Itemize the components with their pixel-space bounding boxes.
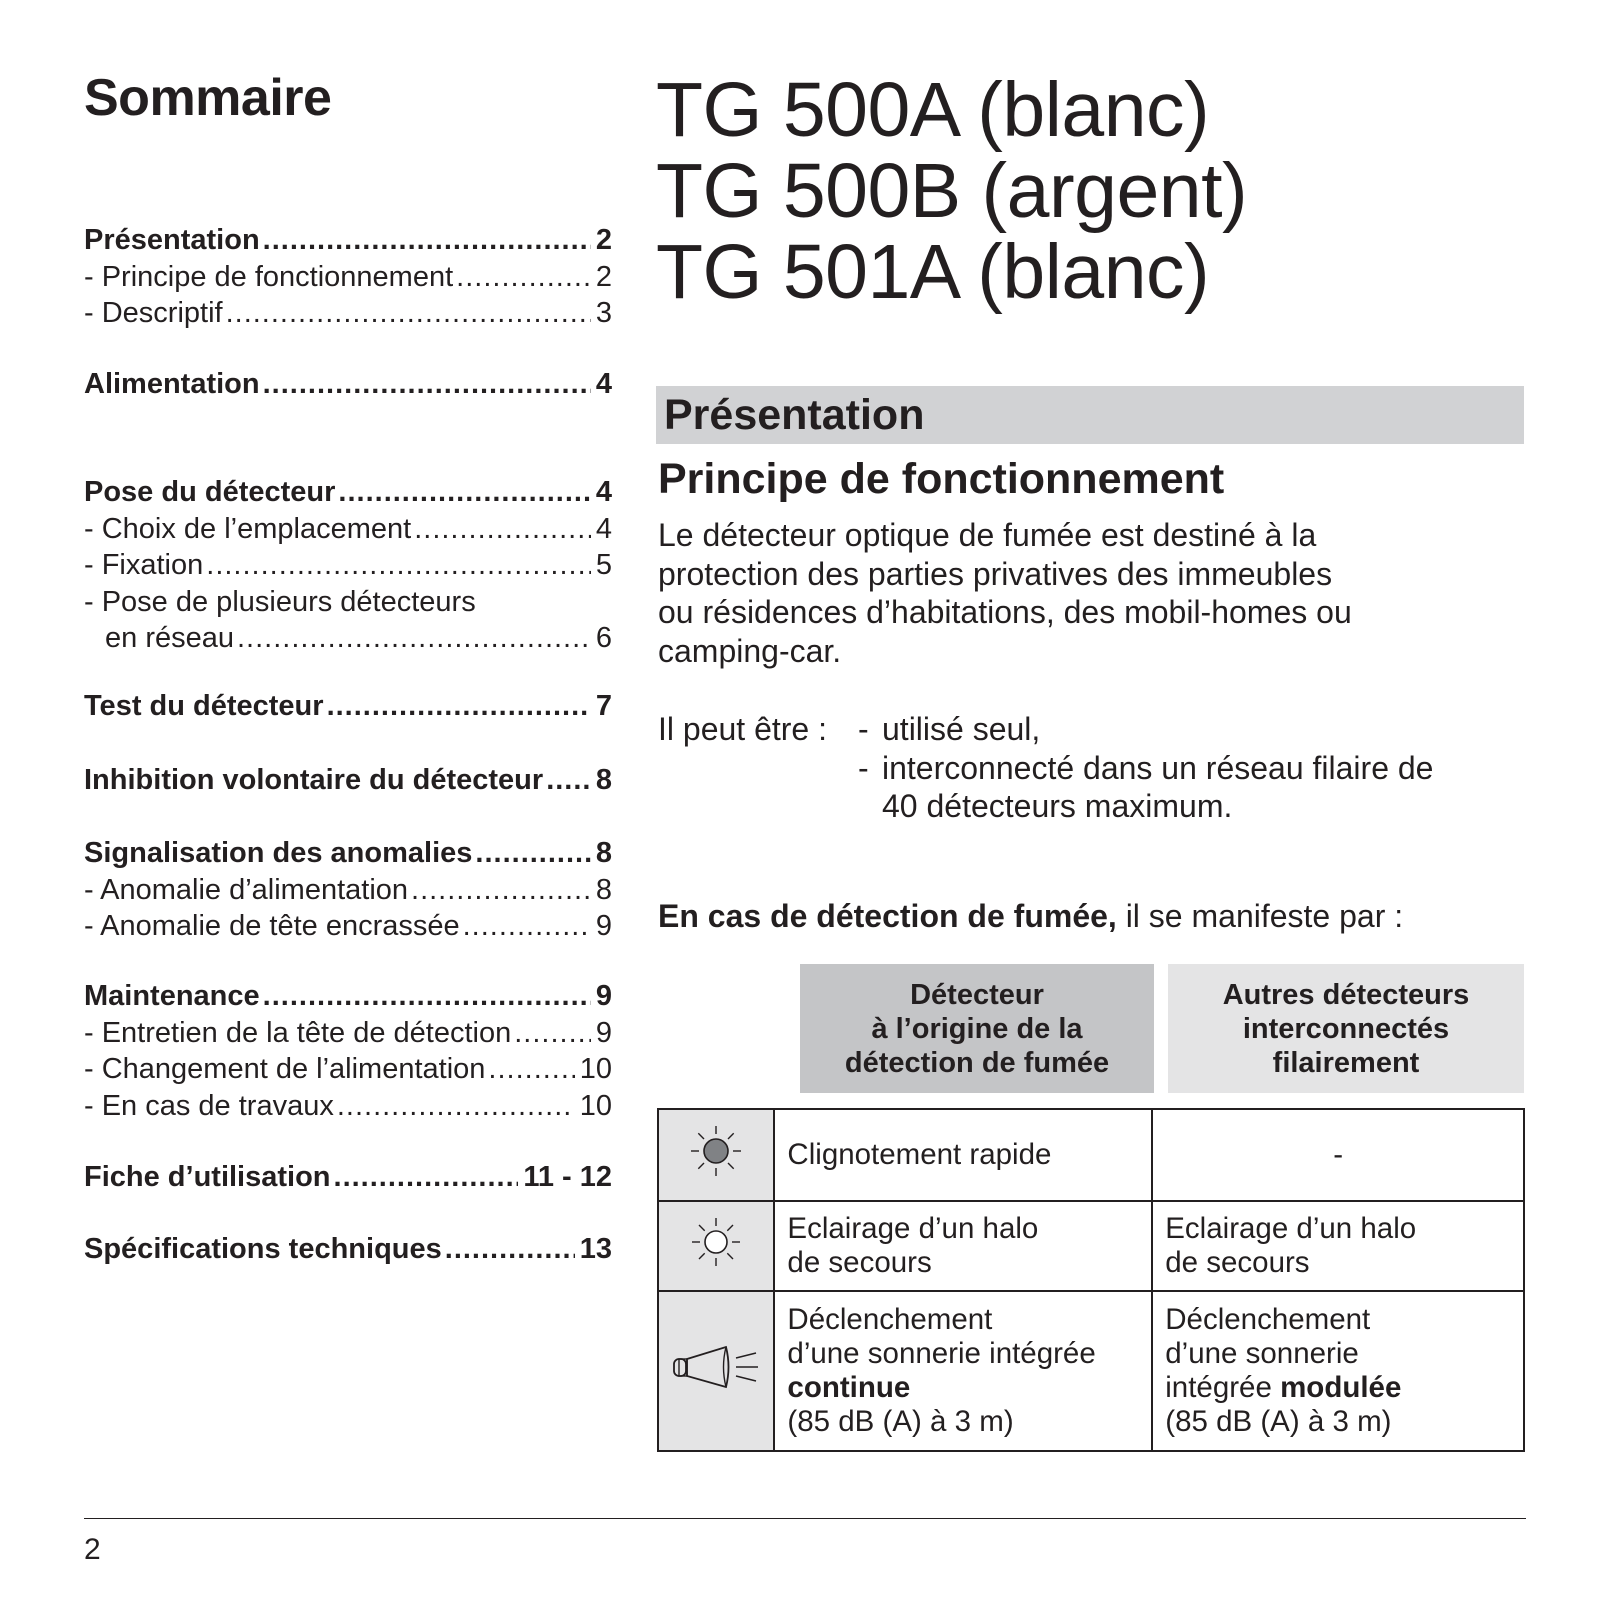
toc-dot-leader <box>445 1231 575 1268</box>
toc-entry-label: Spécifications techniques <box>84 1233 442 1265</box>
toc-page-number: 10 <box>579 1089 612 1122</box>
header-other-detectors <box>1168 964 1524 1093</box>
cell-line <box>1165 1303 1511 1337</box>
toc-entry-label: Inhibition volontaire du détecteur <box>84 764 544 796</box>
cell-line <box>1165 1405 1511 1439</box>
toc-page-number: 4 <box>595 512 612 545</box>
toc-subentry[interactable] <box>84 295 612 332</box>
cell-line <box>787 1405 1139 1439</box>
header-line: Détecteur <box>910 978 1044 1011</box>
toc-group <box>84 474 612 657</box>
toc-entry-label: - Anomalie d’alimentation <box>84 873 409 906</box>
intro-paragraph <box>658 516 1518 670</box>
table-icon-cell <box>658 1201 774 1291</box>
detection-statement-bold: En cas de détection de fumée, <box>658 898 1117 934</box>
cell-line <box>787 1371 1139 1405</box>
cell-text: Eclairage d’un halo <box>1165 1212 1417 1245</box>
toc-entry-label: Pose du détecteur <box>84 476 336 508</box>
cell-text-bold: continue <box>787 1371 911 1404</box>
toc-entry-label: - Pose de plusieurs détecteurs <box>84 585 476 618</box>
toc-entry[interactable] <box>84 222 612 259</box>
toc-entry[interactable] <box>84 474 612 511</box>
toc-entry-label: Maintenance <box>84 980 260 1012</box>
toc-page-number: 11 - 12 <box>523 1161 612 1193</box>
toc-subentry[interactable] <box>84 584 612 621</box>
toc-page-number: 9 <box>595 980 612 1012</box>
toc-page-number: 8 <box>595 873 612 906</box>
cell-text: - <box>1333 1138 1344 1171</box>
toc-page-number: 10 <box>579 1053 612 1085</box>
led-blinking-icon <box>688 1123 744 1187</box>
toc-dot-leader <box>546 762 591 799</box>
toc-page-number: 2 <box>595 260 612 293</box>
toc-title: Sommaire <box>84 69 332 127</box>
cell-interconnected <box>1152 1291 1524 1451</box>
model-title: TG 500A (blanc) <box>656 67 1210 153</box>
toc-dot-leader <box>206 547 591 584</box>
page-number: 2 <box>84 1533 101 1566</box>
halo-light-icon <box>688 1214 744 1278</box>
toc-subentry[interactable] <box>84 908 612 945</box>
toc-entry-label: - Anomalie de tête encrassée <box>84 910 460 942</box>
cell-line <box>1165 1337 1511 1371</box>
toc-dot-leader <box>237 620 591 657</box>
cell-originating <box>774 1201 1152 1291</box>
toc-dot-leader <box>338 474 590 511</box>
table-icon-cell <box>658 1109 774 1201</box>
cell-text: d’une sonnerie intégrée <box>787 1337 1096 1370</box>
toc-group <box>84 835 612 945</box>
toc-page-number: 9 <box>595 1016 612 1049</box>
cell-text: Clignotement rapide <box>787 1138 1052 1171</box>
cell-text: (85 dB (A) à 3 m) <box>787 1405 1014 1438</box>
toc-dot-leader <box>337 1088 575 1125</box>
toc-dot-leader <box>414 511 591 548</box>
toc-dot-leader <box>463 908 591 945</box>
toc-dot-leader <box>334 1159 519 1196</box>
toc-subentry[interactable] <box>84 1015 612 1052</box>
toc-subentry[interactable] <box>84 547 612 584</box>
toc-page-number: 2 <box>595 224 612 256</box>
cell-text-bold: modulée <box>1280 1371 1402 1404</box>
cell-line <box>787 1138 1139 1172</box>
toc-subentry[interactable] <box>84 259 612 296</box>
toc-dot-leader <box>456 259 591 296</box>
usage-line: 40 détecteurs maximum. <box>882 788 1233 824</box>
cell-text: (85 dB (A) à 3 m) <box>1165 1405 1392 1438</box>
toc-entry-label: - Choix de l’emplacement <box>84 512 412 545</box>
cell-interconnected <box>1152 1201 1524 1291</box>
toc-group <box>84 366 612 403</box>
footer-rule <box>84 1518 1526 1519</box>
toc-entry[interactable] <box>84 762 612 799</box>
cell-text: d’une sonnerie <box>1165 1337 1359 1370</box>
table-icon-cell <box>658 1291 774 1451</box>
usage-lead: Il peut être : <box>658 711 827 747</box>
cell-interconnected <box>1152 1109 1524 1201</box>
intro-line: protection des parties privatives des immeubles <box>658 555 1333 592</box>
toc-dot-leader <box>327 688 591 725</box>
usage-dash: - <box>858 749 869 786</box>
cell-text: de secours <box>787 1246 932 1279</box>
toc-entry[interactable] <box>84 978 612 1015</box>
header-originating-detector <box>800 964 1154 1093</box>
table-of-contents <box>84 68 612 1265</box>
intro-line: ou résidences d’habitations, des mobil-homes ou <box>658 594 1352 630</box>
cell-text: de secours <box>1165 1246 1310 1279</box>
section-title: Présentation <box>664 391 925 439</box>
cell-line <box>787 1337 1139 1371</box>
toc-dot-leader <box>226 295 591 332</box>
table-row <box>658 1109 1524 1201</box>
usage-item <box>858 710 1518 749</box>
toc-entry-label: Signalisation des anomalies <box>84 837 473 869</box>
toc-page-number: 7 <box>595 690 612 722</box>
toc-subentry[interactable] <box>84 872 612 909</box>
toc-entry[interactable] <box>84 688 612 725</box>
model-titles <box>656 67 1248 315</box>
usage-line: interconnecté dans un réseau filaire de <box>882 749 1434 786</box>
toc-entry-label: - Fixation <box>84 549 204 581</box>
toc-page-number: 8 <box>595 764 612 796</box>
toc-entry-label: Test du détecteur <box>84 690 324 722</box>
header-line: filairement <box>1272 1046 1420 1079</box>
toc-group <box>84 688 612 725</box>
usage-items <box>858 710 1518 826</box>
toc-entry[interactable] <box>84 835 612 872</box>
toc-dot-leader <box>475 835 590 872</box>
toc-dot-leader <box>514 1015 591 1052</box>
cell-line <box>1165 1371 1511 1405</box>
model-title: TG 500B (argent) <box>656 148 1248 234</box>
cell-text: Eclairage d’un halo <box>787 1212 1039 1245</box>
table-row <box>658 1291 1524 1451</box>
usage-text <box>882 749 1433 826</box>
header-line: Autres détecteurs <box>1222 978 1470 1011</box>
cell-line <box>787 1246 1139 1280</box>
cell-originating <box>774 1109 1152 1201</box>
toc-entry-label: - En cas de travaux <box>84 1089 334 1122</box>
toc-page-number: 9 <box>595 910 612 942</box>
usage-text: utilisé seul, <box>882 711 1041 747</box>
toc-entry-label: Présentation <box>84 224 260 256</box>
toc-page-number: 5 <box>595 549 612 581</box>
toc-page-number: 4 <box>595 476 612 508</box>
toc-entry-label: Alimentation <box>84 368 260 400</box>
section-header-bar <box>656 386 1524 444</box>
cell-line <box>787 1212 1139 1246</box>
toc-group <box>84 1159 612 1196</box>
table-row <box>658 1201 1524 1291</box>
signal-table <box>657 1108 1525 1452</box>
toc-page-number: 13 <box>579 1233 612 1265</box>
usage-dash: - <box>858 711 869 747</box>
toc-dot-leader <box>263 978 591 1015</box>
cell-text: Déclenchement <box>787 1303 993 1336</box>
cell-line <box>787 1303 1139 1337</box>
toc-group <box>84 1231 612 1268</box>
cell-line <box>1165 1138 1511 1172</box>
toc-subentry[interactable] <box>84 1051 612 1088</box>
toc-dot-leader <box>263 366 591 403</box>
toc-dot-leader <box>411 872 591 909</box>
usage-item <box>858 749 1518 826</box>
signal-table-body <box>658 1109 1524 1451</box>
siren-horn-icon <box>668 1337 764 1405</box>
cell-originating <box>774 1291 1152 1451</box>
toc-subentry[interactable] <box>84 1088 612 1125</box>
toc-subentry[interactable] <box>84 511 612 548</box>
toc-entry-label: - Changement de l’alimentation <box>84 1053 486 1085</box>
toc-page-number: 8 <box>595 837 612 869</box>
toc-entry[interactable] <box>84 1159 612 1196</box>
toc-entry-label: - Entretien de la tête de détection <box>84 1016 512 1049</box>
header-line: à l’origine de la <box>871 1012 1083 1045</box>
toc-entry[interactable] <box>84 366 612 403</box>
cell-line <box>1165 1246 1511 1280</box>
toc-entry-label: Fiche d’utilisation <box>84 1161 331 1193</box>
toc-entry-label: en réseau <box>105 622 234 654</box>
cell-line <box>1165 1212 1511 1246</box>
toc-subentry[interactable] <box>84 620 612 657</box>
detection-statement-rest: il se manifeste par : <box>1116 898 1404 934</box>
cell-text: Déclenchement <box>1165 1303 1371 1336</box>
toc-page-number: 6 <box>595 622 612 654</box>
header-line: détection de fumée <box>844 1046 1110 1079</box>
toc-page-number: 3 <box>595 297 612 329</box>
toc-page-number: 4 <box>595 368 612 400</box>
cell-text: intégrée <box>1165 1371 1281 1404</box>
toc-dot-leader <box>488 1051 574 1088</box>
toc-group <box>84 222 612 332</box>
toc-dot-leader <box>263 222 591 259</box>
toc-entry-label: - Descriptif <box>84 297 223 329</box>
model-title: TG 501A (blanc) <box>656 229 1210 315</box>
header-line: interconnectés <box>1242 1012 1450 1045</box>
toc-entry-label: - Principe de fonctionnement <box>84 260 454 293</box>
detection-statement <box>658 896 1403 936</box>
toc-group <box>84 762 612 799</box>
subsection-title: Principe de fonctionnement <box>658 455 1225 503</box>
intro-line: camping-car. <box>658 632 842 669</box>
toc-entry[interactable] <box>84 1231 612 1268</box>
toc-group <box>84 978 612 1124</box>
intro-line: Le détecteur optique de fumée est destiné à la <box>658 517 1317 553</box>
